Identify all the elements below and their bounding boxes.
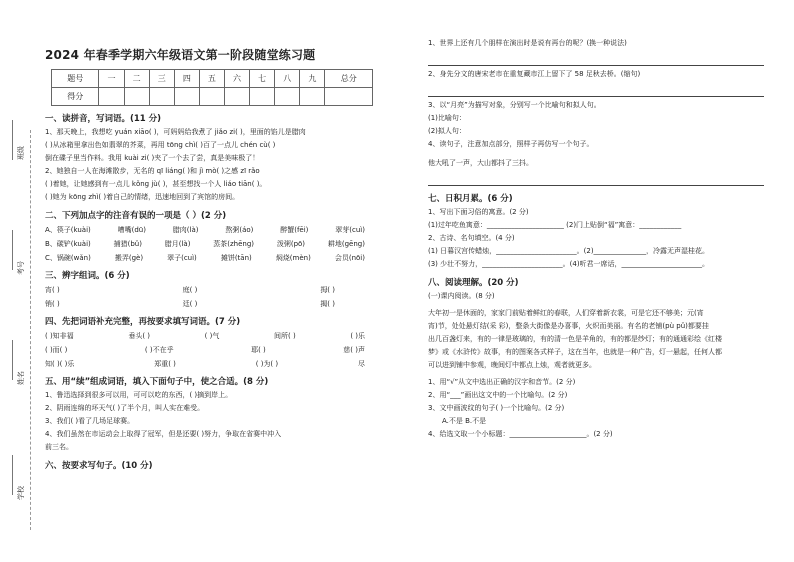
option: 翠芽(cuì) — [335, 226, 365, 234]
reading-options: A.不是 B.不是 — [442, 417, 487, 425]
word-group: 庭( ) — [182, 286, 198, 294]
idiom: ( )知非福 — [45, 332, 74, 340]
question-line: (3) 少壮不努力，_______________________。(4)听君一席话，_______________________。 — [428, 260, 710, 268]
word-group-row — [45, 299, 375, 309]
score-cell[interactable] — [174, 88, 199, 106]
options-row — [45, 225, 375, 235]
score-header-cell: 五 — [199, 70, 224, 88]
idiom: 慈( )声 — [343, 346, 365, 354]
passage-line: 可以进到铺中参观，晚间灯中都点上烛，观者就更多。 — [428, 361, 596, 369]
passage-line: 宵)节，处处悬灯结(采 彩)，整条大街像是办喜事，火炽而美丽。有名的老铺(pù pǔ)都要挂 — [428, 322, 709, 330]
idiom-row — [45, 359, 375, 369]
score-header-cell: 一 — [99, 70, 124, 88]
score-header-cell: 三 — [149, 70, 174, 88]
options-row — [45, 239, 375, 249]
option: 腊月(là) — [164, 240, 191, 248]
section-2-heading: 二、下列加点字的注音有误的一项是（ ）(2 分) — [45, 211, 227, 221]
score-cell[interactable] — [124, 88, 149, 106]
option: 嘈嘴(dū) — [117, 226, 146, 234]
question-line: 2、阴雨连绵的坏天气( )了半个月，叫人实在难受。 — [45, 404, 205, 412]
idiom: 郑重( ) — [154, 360, 176, 368]
option: 蒸茶(zhēng) — [213, 240, 255, 248]
option: 翠子(cuì) — [167, 254, 197, 262]
option: 会员(nōi) — [334, 254, 365, 262]
reading-question: 2、用“___”画出这文中的一个比喻句。(2 分) — [428, 391, 568, 399]
options-row — [45, 253, 375, 263]
score-header-cell: 总分 — [325, 70, 373, 88]
idiom: 尽 — [357, 360, 365, 368]
question-line: 4、我们虽然在市运动会上取得了冠军，但是还要( )努力，争取在省赛中冲入 — [45, 430, 282, 438]
option: 摊饼(tān) — [220, 254, 252, 262]
option: A、筷子(kuài) — [45, 226, 91, 234]
section-6-heading: 六、按要求写句子。(10 分) — [45, 461, 153, 471]
idiom: ( )为( ) — [255, 360, 279, 368]
word-group: 宵( ) — [45, 286, 60, 294]
option: 熬粥(áo) — [225, 226, 254, 234]
question-line: 3、我们( )看了几场足球赛。 — [45, 417, 135, 425]
reading-question: 4、给选文取一个小标题：______________________。(2 分) — [428, 430, 613, 438]
score-cell[interactable] — [99, 88, 124, 106]
reading-question: 3、文中画波纹的句子( )一个比喻句。(2 分) — [428, 404, 565, 412]
score-cell[interactable] — [199, 88, 224, 106]
option: B、碳铲(kuài) — [45, 240, 91, 248]
score-header-cell: 六 — [224, 70, 249, 88]
option: 耕地(gēng) — [327, 240, 365, 248]
word-group: 廷( ) — [182, 300, 198, 308]
example-sentence: 他大吼了一声，大山都抖了三抖。 — [428, 159, 533, 167]
question-line: ( )从冰箱里拿出色如翡翠的芥菜，再用 tōng chì( )百了一点儿 chén cù( ) — [45, 141, 276, 149]
score-cell[interactable] — [325, 88, 373, 106]
margin-blank-school[interactable] — [12, 455, 13, 495]
score-value-row — [52, 88, 373, 106]
option: 捕猎(bǔ) — [113, 240, 142, 248]
option: 泼粥(pō) — [276, 240, 306, 248]
answer-line[interactable] — [428, 55, 764, 66]
score-cell[interactable] — [149, 88, 174, 106]
word-group: 揭( ) — [320, 300, 335, 308]
idiom-row — [45, 345, 375, 355]
score-header-cell: 九 — [300, 70, 325, 88]
score-header-cell: 二 — [124, 70, 149, 88]
word-group-row — [45, 285, 375, 295]
margin-label-class: 班级 — [17, 146, 25, 160]
left-column — [45, 40, 375, 474]
idiom: 间所( ) — [273, 332, 296, 340]
option: C、锅碗(wǎn) — [45, 254, 91, 262]
idiom: ( )不在乎 — [144, 346, 174, 354]
idiom: ( )气 — [204, 332, 220, 340]
idiom-row — [45, 331, 375, 341]
question-line: ( )她为 kōng zhì( )着自己的情绪，迅速地回到了宾馆的房间。 — [45, 193, 240, 201]
score-header-cell: 七 — [250, 70, 275, 88]
page-title: 2024 年春季学期六年级语文第一阶段随堂练习题 — [45, 48, 316, 62]
question-line: 1、鲁迅选择到很多可以用，可可以吃的东西，( )摘到岸上。 — [45, 391, 233, 399]
idiom: 垂头( ) — [128, 332, 151, 340]
score-cell[interactable] — [224, 88, 249, 106]
rewrite-question-1: 1、世界上还有几个朋样在演出时是说有再台的呢？(换一种说法) — [428, 39, 627, 47]
section-1-heading: 一、读拼音，写词语。(11 分) — [45, 114, 162, 124]
idiom: ( )乐 — [350, 332, 365, 340]
score-header-cell: 八 — [275, 70, 300, 88]
margin-blank-number[interactable] — [12, 230, 13, 270]
score-cell[interactable] — [275, 88, 300, 106]
binding-margin — [0, 0, 44, 562]
question-line: 倒在碟子里当作料。我用 kuài zi( )夹了一个去了尝，真是美味极了！ — [45, 154, 260, 162]
section-7-heading: 七、日积月累。(6 分) — [428, 194, 513, 204]
simile-label: (1)比喻句： — [428, 114, 466, 122]
word-group: 拇( ) — [320, 286, 335, 294]
idiom: 知( )( )乐 — [45, 360, 75, 368]
passage-line: 大年初一是休面的，家家门前贴着鲜红的春联，人们穿着新衣裳，可是它还不够美；元(宵 — [428, 309, 704, 317]
section-5-heading: 五、用“续”组成词语，填入下面句子中，使之合适。(8 分) — [45, 377, 269, 387]
question-line: (1) 日暮汉宫传蜡烛，_______________________。(2)_______________，冷露无声湿桂花。 — [428, 247, 710, 255]
section-3-heading: 三、辨字组词。(6 分) — [45, 271, 130, 281]
option: 焖烧(mèn) — [275, 254, 311, 262]
score-row-label: 得分 — [52, 88, 99, 106]
rewrite-question-3: 3、以“月亮”为描写对象，分别写一个比喻句和拟人句。 — [428, 101, 601, 109]
option: 腊肉(là) — [172, 226, 199, 234]
option: 醉蟹(fēi) — [280, 226, 309, 234]
margin-blank-class[interactable] — [12, 120, 13, 160]
question-line: 2、她独自一人在海滩散步，无名的 qī liáng( )和 jì mò( )之感 zī rǎo — [45, 167, 260, 175]
reading-question: 1、用“√”从文中选出正确的汉字和音节。(2 分) — [428, 378, 576, 386]
question-line: 1、写出下面习俗的寓意。(2 分) — [428, 208, 529, 216]
subsection-heading: (一)课内阅读。(8 分) — [428, 292, 495, 300]
question-line: 1、那天晚上，我想吃 yuán xiāo( )，可妈妈给我煮了 jiǎo zi( )，里面的馅儿是腊肉 — [45, 128, 306, 136]
score-cell[interactable] — [300, 88, 325, 106]
score-header-cell: 题号 — [52, 70, 99, 88]
idiom: 耶( ) — [251, 346, 266, 354]
section-4-heading: 四、先把词语补充完整，再按要求填写词语。(7 分) — [45, 317, 241, 327]
idiom: ( )而( ) — [45, 346, 68, 354]
question-line: 前三名。 — [45, 443, 73, 451]
score-table — [51, 69, 373, 106]
word-group: 销( ) — [45, 300, 60, 308]
binding-line — [30, 130, 31, 530]
section-8-heading: 八、阅读理解。(20 分) — [428, 278, 519, 288]
margin-blank-name[interactable] — [12, 340, 13, 380]
score-header-row — [52, 70, 373, 88]
rewrite-question-2: 2、身先分文的唐宋老市在重复藏市江上留下了 58 足秋去桥。(缩句) — [428, 70, 641, 78]
question-line: (1)过年吃鱼寓意：______________________ (2)门上贴倒“福”寓意：____________ — [428, 221, 682, 229]
margin-label-name: 姓名 — [17, 371, 25, 385]
score-header-cell: 四 — [174, 70, 199, 88]
passage-line: 出几百盏灯来，有的一律是玻璃的，有的清一色是羊角的，有的都是纱灯；有的通通彩绘《红楼 — [428, 335, 722, 343]
margin-label-number: 考号 — [17, 261, 25, 275]
right-column — [428, 36, 764, 442]
option: 搬弄(gè) — [114, 254, 144, 262]
score-cell[interactable] — [250, 88, 275, 106]
answer-line[interactable] — [428, 86, 764, 97]
question-line: 2、古诗、名句填空。(4 分) — [428, 234, 515, 242]
passage-line: 梦》或《水浒传》故事，有的图案各式样子，这在当年，也就是一种广告，灯一悬起，任何人都 — [428, 348, 722, 356]
question-line: ( )着她，让她感到有一点儿 kǒng jù( )，甚至想找一个人 liáo tiān( )。 — [45, 180, 267, 188]
rewrite-question-4: 4、读句子，注意加点部分，照样子再仿写一个句子。 — [428, 140, 594, 148]
margin-label-school: 学校 — [17, 486, 25, 500]
answer-line[interactable] — [428, 175, 764, 186]
personification-label: (2)拟人句： — [428, 127, 466, 135]
